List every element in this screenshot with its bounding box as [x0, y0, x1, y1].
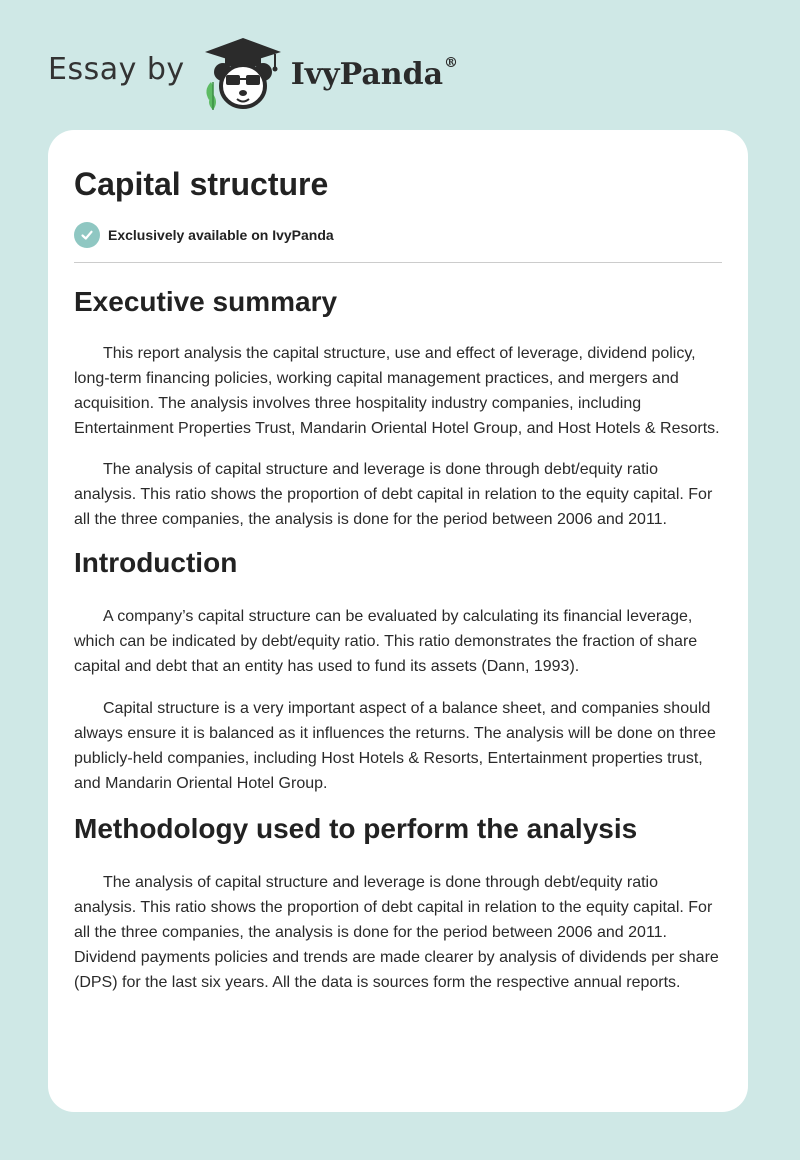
- section-executive-summary: [74, 285, 722, 532]
- article-title: Capital structure: [74, 166, 329, 202]
- exclusive-badge-label: Exclusively available on IvyPanda: [108, 227, 334, 243]
- section-methodology: [74, 812, 722, 995]
- site-header: [48, 32, 458, 112]
- brand-name[interactable]: IvyPanda®: [290, 54, 459, 92]
- registered-mark: ®: [444, 54, 459, 71]
- panda-logo-icon[interactable]: [199, 32, 287, 112]
- paragraph: Capital structure is a very important aspect of a balance sheet, and companies should always ensure it is balanced as it influences the returns. The analysis will be done on three publicly-held companies, including Host Hotels & Resorts, Entertainment properties trust, and Mandarin Oriental Hotel Group.: [74, 700, 716, 792]
- paragraph: This report analysis the capital structure, use and effect of leverage, dividend policy, long-term financing policies, working capital management practices, and mergers and acquisition. The analysis involves three hospitality industry companies, including Entertainment Properties Trust, Mandarin Oriental Hotel Group, and Host Hotels & Resorts.: [74, 345, 720, 437]
- exclusive-badge: [74, 222, 722, 248]
- check-icon: [74, 222, 100, 248]
- paragraph: The analysis of capital structure and leverage is done through debt/equity ratio analysis. This ratio shows the proportion of debt capital in relation to the equity capital. For all the three companies, the analysis is done for the period between 2006 and 2011. Dividend payments policies and trends are made clearer by analysis of dividends per share (DPS) for the last six years. All the data is sources form the respective annual reports.: [74, 874, 719, 991]
- section-heading: Introduction: [74, 547, 238, 578]
- article-card: [48, 130, 748, 1112]
- section-introduction: [74, 546, 722, 796]
- section-heading: Executive summary: [74, 286, 338, 317]
- paragraph: A company’s capital structure can be evaluated by calculating its financial leverage, which can be indicated by debt/equity ratio. This ratio demonstrates the fraction of share capital and debt that an entity has used to fund its assets (Dann, 1993).: [74, 608, 698, 675]
- paragraph: The analysis of capital structure and leverage is done through debt/equity ratio analysis. This ratio shows the proportion of debt capital in relation to the equity capital. For all the three companies, the analysis is done for the period between 2006 and 2011.: [74, 461, 713, 528]
- section-heading: Methodology used to perform the analysis: [74, 813, 638, 844]
- essay-by-label: Essay by: [48, 51, 185, 87]
- title-divider: [74, 262, 722, 263]
